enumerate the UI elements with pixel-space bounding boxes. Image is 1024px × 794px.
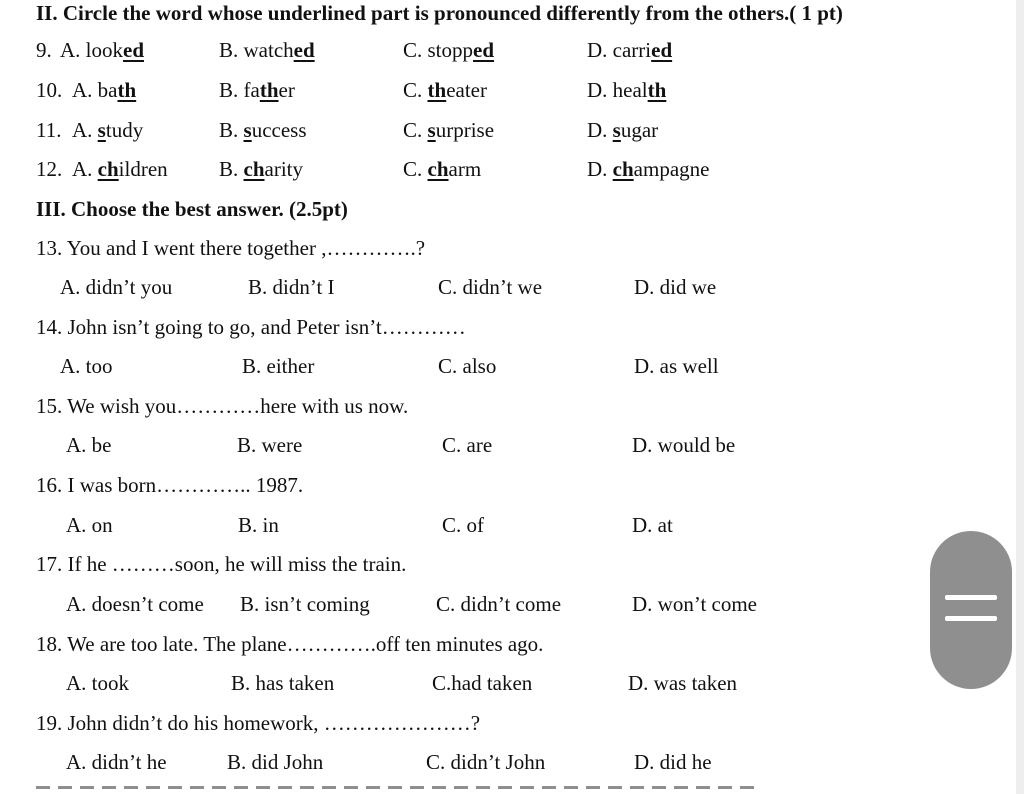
q10-option-c[interactable]: C. theater (403, 78, 487, 102)
q12-option-b[interactable]: B. charity (219, 157, 303, 181)
q19-option-d[interactable]: D. did he (634, 750, 712, 774)
q14-option-b[interactable]: B. either (242, 354, 315, 378)
q9-option-a[interactable]: A. looked (60, 38, 144, 62)
q13-option-b[interactable]: B. didn’t I (248, 275, 335, 299)
q10-option-a[interactable]: A. bath (72, 78, 137, 102)
q19-option-a[interactable]: A. didn’t he (66, 750, 167, 774)
q16-option-d[interactable]: D. at (632, 513, 673, 537)
page-edge (1016, 0, 1024, 794)
q16-option-b[interactable]: B. in (238, 513, 279, 537)
q11-option-c[interactable]: C. surprise (403, 118, 495, 142)
q15-option-b[interactable]: B. were (237, 433, 303, 457)
q12-option-c[interactable]: C. charm (403, 157, 482, 181)
question-9-number: 9. (36, 38, 52, 62)
question-15-stem: 15. We wish you…………here with us now. (36, 394, 409, 418)
q14-option-a[interactable]: A. too (60, 354, 113, 378)
q16-option-c[interactable]: C. of (442, 513, 484, 537)
scroll-handle-icon[interactable] (930, 531, 1012, 689)
q9-option-b[interactable]: B. watched (219, 38, 315, 62)
grip-line-bottom (945, 616, 997, 621)
q11-option-b[interactable]: B. success (219, 118, 307, 142)
q18-option-d[interactable]: D. was taken (628, 671, 738, 695)
section-iii-heading: III. Choose the best answer. (2.5pt) (36, 197, 348, 221)
q18-option-a[interactable]: A. took (66, 671, 129, 695)
q13-option-a[interactable]: A. didn’t you (60, 275, 173, 299)
q15-option-c[interactable]: C. are (442, 433, 493, 457)
q12-option-d[interactable]: D. champagne (587, 157, 710, 181)
q17-option-c[interactable]: C. didn’t come (436, 592, 562, 616)
q14-option-c[interactable]: C. also (438, 354, 497, 378)
q10-option-b[interactable]: B. father (219, 78, 295, 102)
question-10-number: 10. (36, 78, 63, 102)
q12-option-a[interactable]: A. children (72, 157, 168, 181)
q19-option-c[interactable]: C. didn’t John (426, 750, 546, 774)
q18-option-b[interactable]: B. has taken (231, 671, 335, 695)
question-12-number: 12. (36, 157, 63, 181)
q13-option-d[interactable]: D. did we (634, 275, 717, 299)
q11-option-d[interactable]: D. sugar (587, 118, 659, 142)
q14-option-d[interactable]: D. as well (634, 354, 719, 378)
grip-line-top (945, 595, 997, 600)
q19-option-b[interactable]: B. did John (227, 750, 324, 774)
q15-option-a[interactable]: A. be (66, 433, 112, 457)
q17-option-d[interactable]: D. won’t come (632, 592, 758, 616)
q18-option-c[interactable]: C.had taken (432, 671, 533, 695)
question-18-stem: 18. We are too late. The plane………….off ten minutes ago. (36, 632, 544, 656)
q17-option-b[interactable]: B. isn’t coming (240, 592, 370, 616)
q11-option-a[interactable]: A. study (72, 118, 144, 142)
q15-option-d[interactable]: D. would be (632, 433, 736, 457)
q9-option-c[interactable]: C. stopped (403, 38, 495, 62)
section-ii-heading: II. Circle the word whose underlined part is pronounced differently from the others.( 1 pt) (36, 1, 843, 25)
cut-off-next-line (36, 786, 756, 789)
q13-option-c[interactable]: C. didn’t we (438, 275, 543, 299)
q10-option-d[interactable]: D. health (587, 78, 667, 102)
q9-option-d[interactable]: D. carried (587, 38, 673, 62)
question-17-stem: 17. If he ………soon, he will miss the train. (36, 552, 407, 576)
question-16-stem: 16. I was born………….. 1987. (36, 473, 304, 497)
question-19-stem: 19. John didn’t do his homework, …………………? (36, 711, 481, 735)
question-11-number: 11. (36, 118, 62, 142)
question-13-stem: 13. You and I went there together ,………….? (36, 236, 426, 260)
q16-option-a[interactable]: A. on (66, 513, 113, 537)
q17-option-a[interactable]: A. doesn’t come (66, 592, 204, 616)
question-14-stem: 14. John isn’t going to go, and Peter isn’t………… (36, 315, 466, 339)
